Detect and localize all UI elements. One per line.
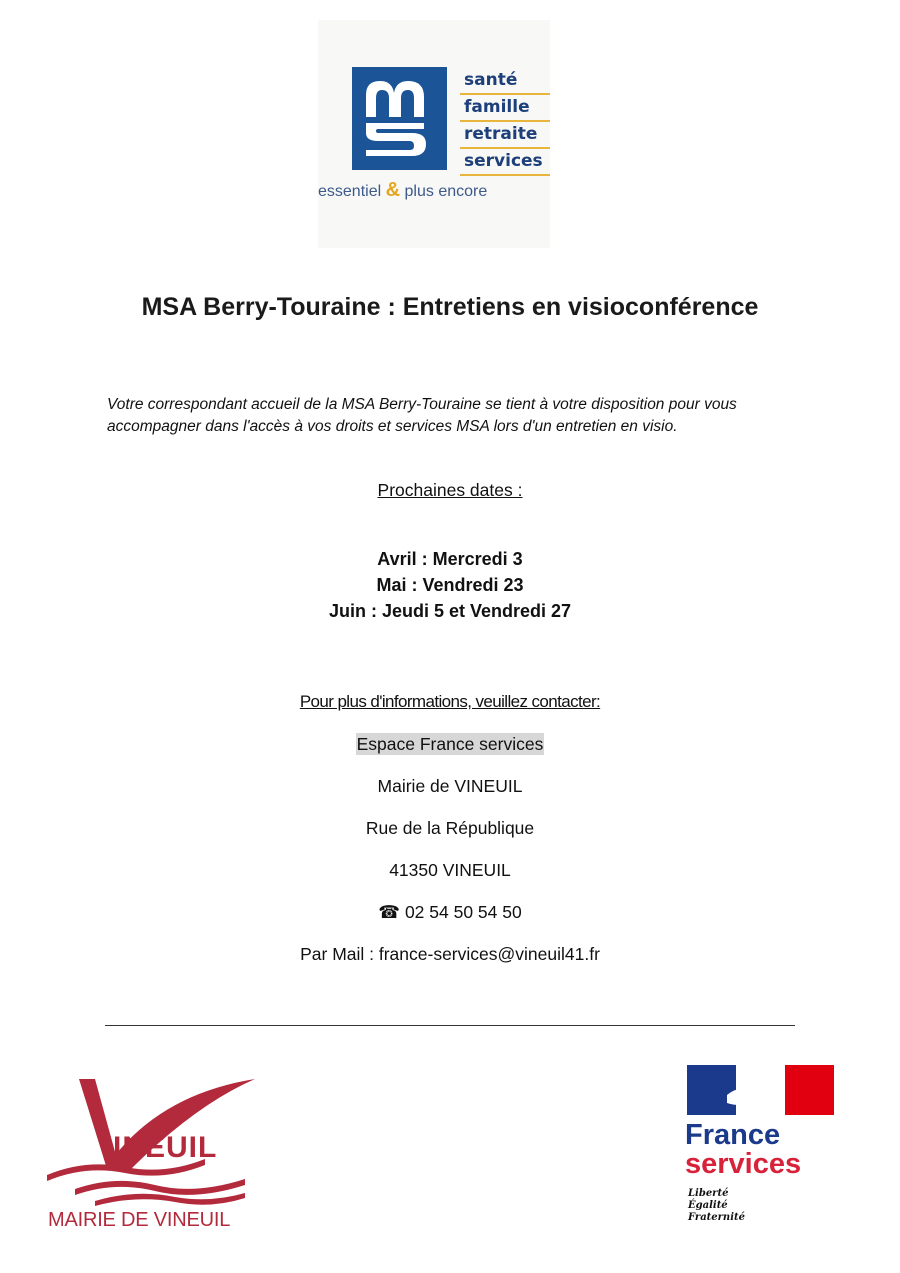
contact-space-label: Espace France services: [356, 734, 544, 754]
intro-paragraph: Votre correspondant accueil de la MSA Berry-Touraine se tient à votre disposition pour vous accompagner dans l'accès à vos droits et services MSA lors d'un entretien en visio.: [107, 396, 737, 435]
contact-city: 41350 VINEUIL: [389, 860, 511, 880]
msa-line: services: [460, 149, 550, 176]
msa-line: famille: [460, 95, 550, 122]
divider: [105, 1025, 795, 1026]
contact-email[interactable]: Par Mail : france-services@vineuil41.fr: [300, 944, 600, 964]
msa-tagline-left: essentiel: [318, 183, 382, 200]
contact-space: [0, 734, 900, 755]
dates-list: [0, 546, 900, 624]
msa-tagline-amp: &: [385, 179, 401, 201]
motto-line: Fraternité: [688, 1212, 745, 1223]
republic-motto: [688, 1188, 745, 1224]
marianne-flag-icon: [687, 1065, 834, 1115]
phone-icon: ☎: [378, 902, 401, 922]
motto-line: Liberté: [688, 1188, 729, 1199]
vineuil-logo: [45, 1075, 260, 1235]
msa-logo-lines: [460, 68, 550, 176]
msa-line: santé: [460, 68, 550, 95]
date-item: Mai : Vendredi 23: [376, 575, 524, 595]
contact-street: Rue de la République: [365, 818, 535, 838]
msa-logo-mark: [352, 67, 447, 170]
date-item: Avril : Mercredi 3: [377, 549, 523, 569]
contact-mairie: Mairie de VINEUIL: [377, 776, 523, 796]
vineuil-logo-word: INEUIL: [113, 1131, 218, 1164]
date-item: Juin : Jeudi 5 et Vendredi 27: [328, 601, 572, 621]
msa-tagline-right: plus encore: [404, 183, 488, 200]
msa-tagline: [318, 179, 487, 202]
msa-logo: [318, 20, 550, 248]
contact-phone: [0, 902, 900, 923]
msa-line: retraite: [460, 122, 550, 149]
motto-line: Égalité: [688, 1200, 728, 1211]
phone-number[interactable]: 02 54 50 54 50: [404, 902, 522, 922]
france-services-word-france: France: [685, 1119, 781, 1151]
next-dates-heading: [0, 480, 900, 501]
france-services-word-services: services: [685, 1148, 802, 1180]
contact-heading: [0, 692, 900, 712]
contact-heading-text: Pour plus d'informations, veuillez contacter:: [299, 692, 601, 711]
france-services-logo: [680, 1060, 840, 1235]
vineuil-logo-caption: MAIRIE DE VINEUIL: [48, 1209, 231, 1231]
page-title: MSA Berry-Touraine : Entretiens en visioconférence: [141, 293, 759, 321]
next-dates-label: Prochaines dates :: [377, 480, 523, 500]
